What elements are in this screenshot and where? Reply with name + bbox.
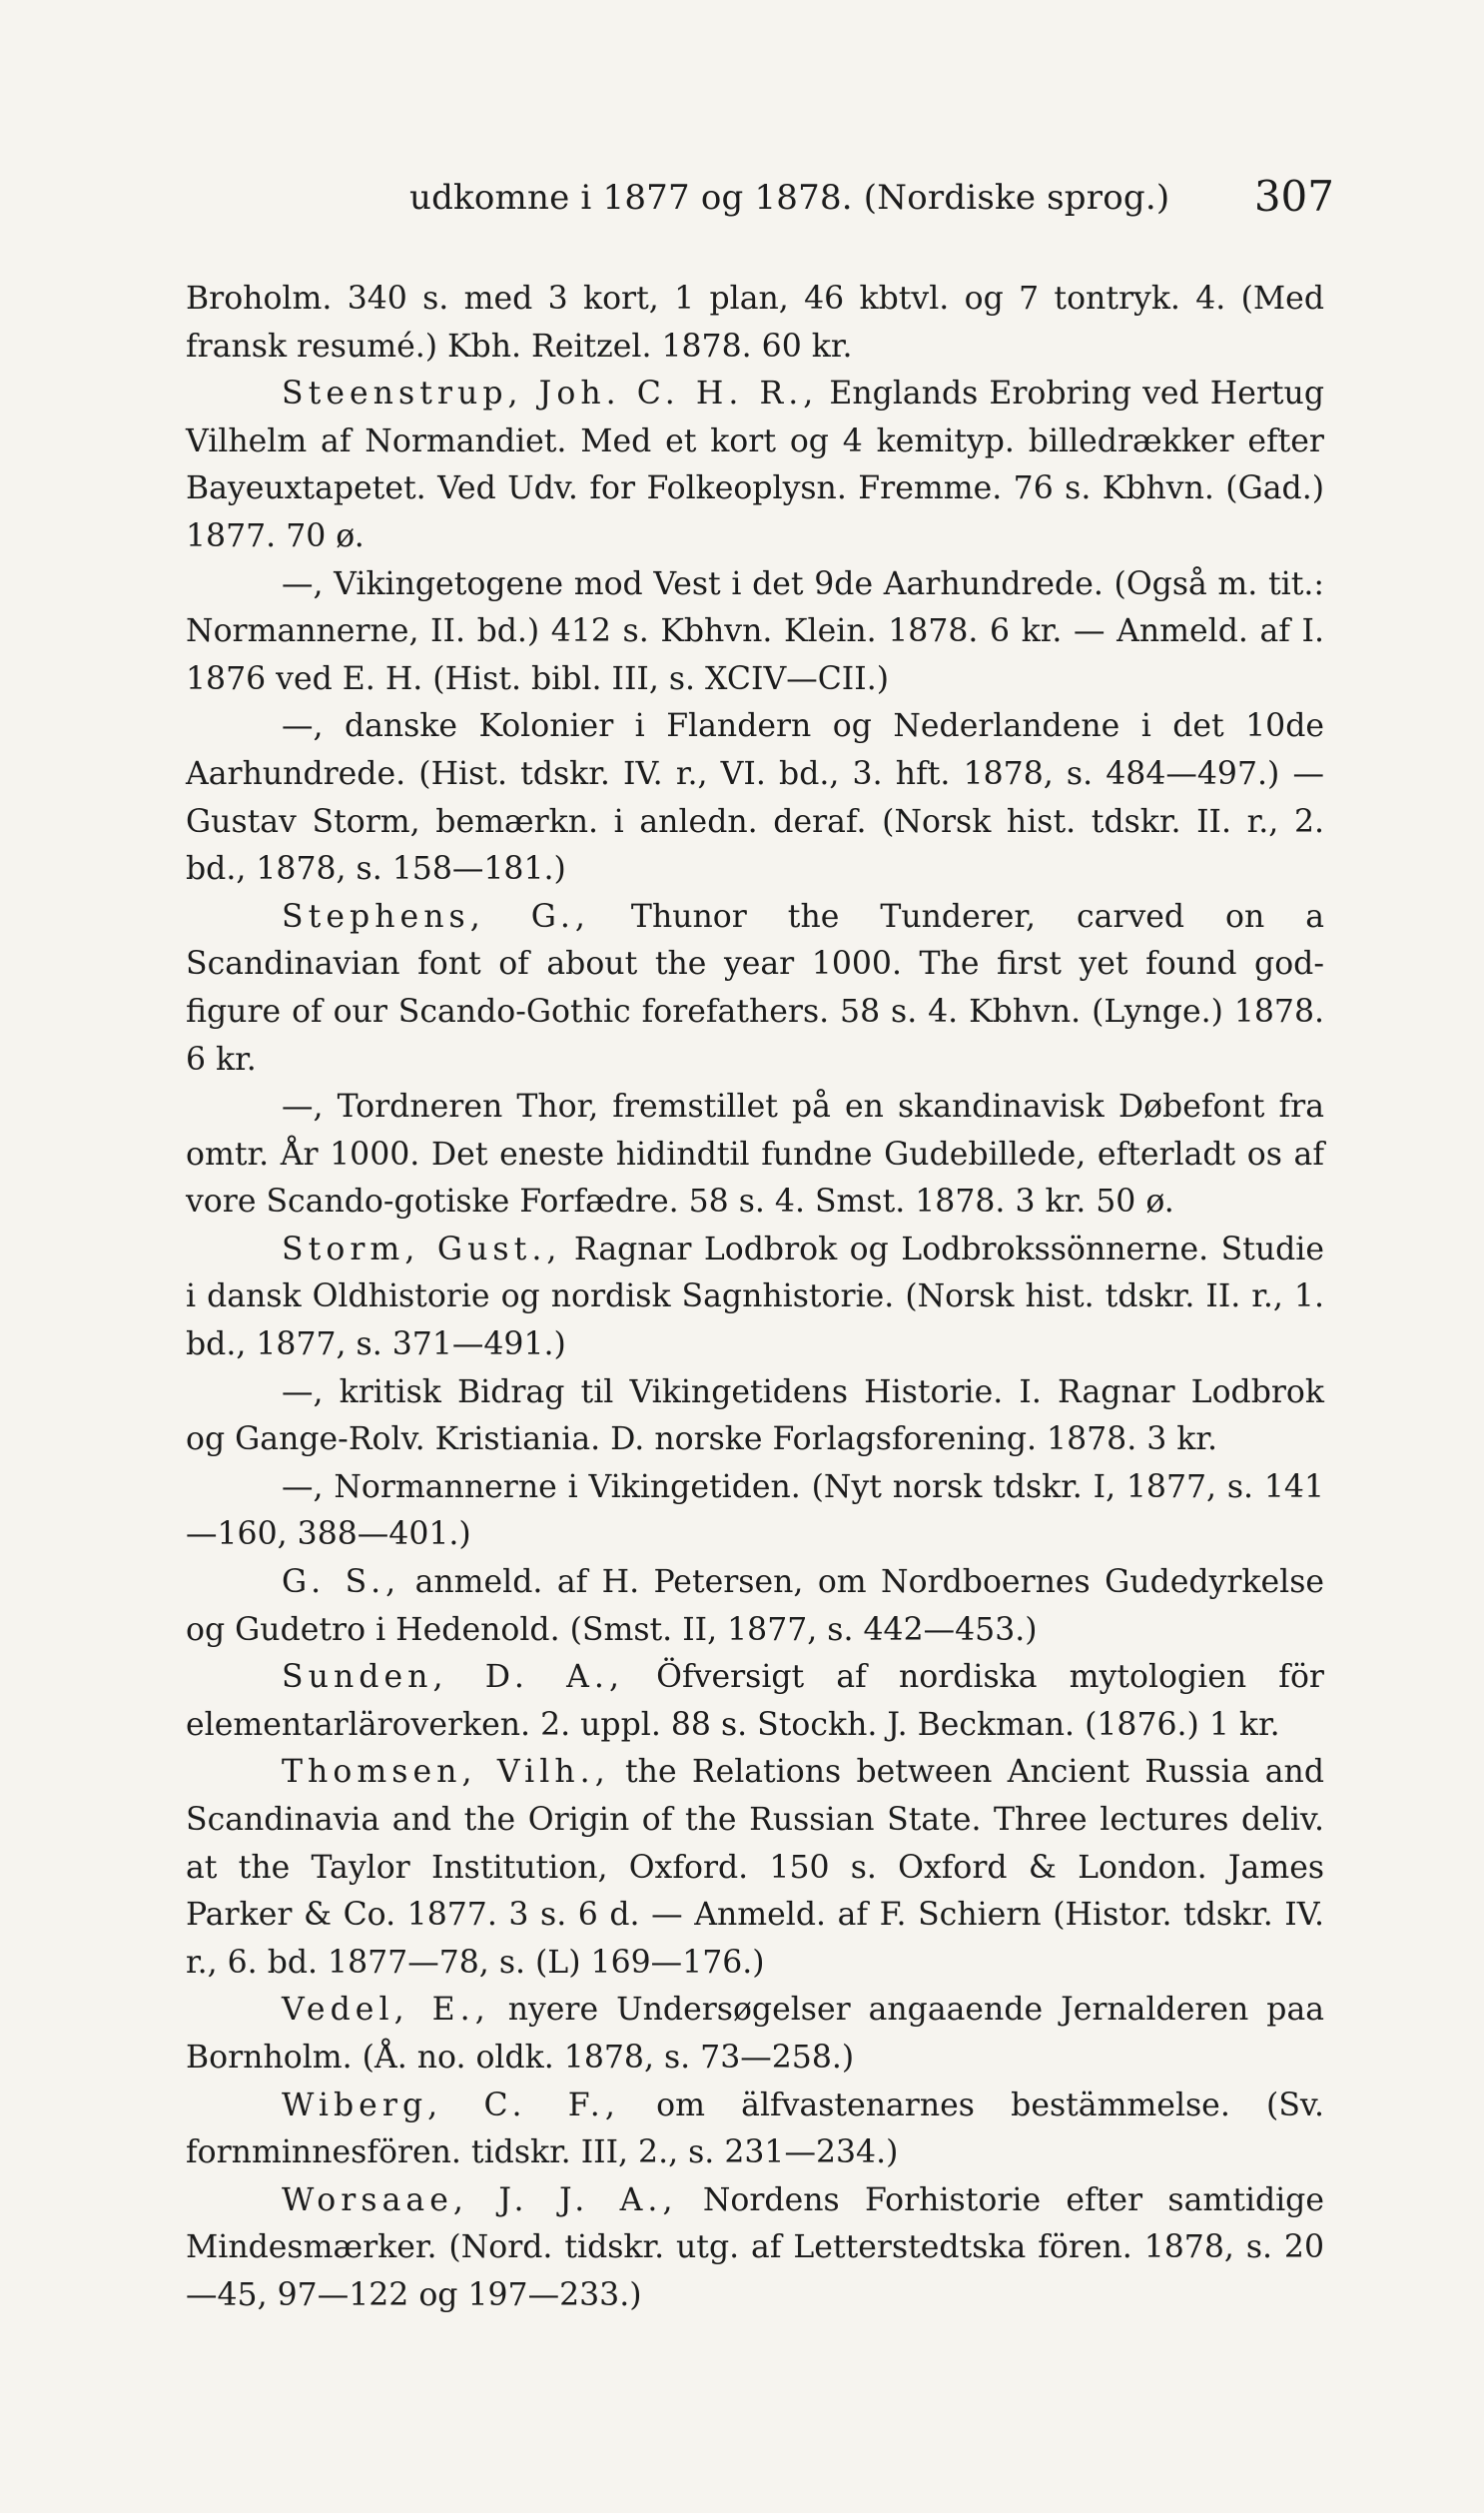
bibliography-entry (186, 276, 1324, 371)
entry-text: Öfversigt af nordiska mytologien för elementarläroverken. 2. uppl. 88 s. Stockh. J. Beckman. (1876.) 1 kr. (186, 1659, 1324, 1743)
entry-author: Storm, Gust., (282, 1231, 562, 1267)
bibliography-entry (186, 894, 1324, 1084)
bibliography-entry (186, 1369, 1324, 1464)
bibliography-entry (186, 1464, 1324, 1559)
page-header (200, 172, 1334, 232)
bibliography-entry (186, 2083, 1324, 2177)
bibliography-list (186, 276, 1324, 2320)
entry-text: —, Normannerne i Vikingetiden. (Nyt norsk tdskr. I, 1877, s. 141—160, 388—401.) (186, 1468, 1324, 1553)
bibliography-entry (186, 1749, 1324, 1987)
entry-text: Broholm. 340 s. med 3 kort, 1 plan, 46 kbtvl. og 7 tontryk. 4. (Med fransk resumé.) Kbh. Reitzel. 1878. 60 kr. (186, 281, 1324, 365)
bibliography-entry (186, 371, 1324, 560)
bibliography-entry (186, 1654, 1324, 1749)
entry-author: Stephens, G., (282, 898, 590, 935)
entry-text: —, Tordneren Thor, fremstillet på en skandinavisk Døbefont fra omtr. År 1000. Det eneste hidindtil fundne Gudebillede, efterladt os af vore Scando-gotiske Forfædre. 58 s. 4. Smst. 1878. 3 kr. 50 ø. (186, 1089, 1324, 1221)
entry-text: Englands Erobring ved Hertug Vilhelm af Normandiet. Med et kort og 4 kemityp. billedrækker efter Bayeuxtapetet. Ved Udv. for Folkeoplysn. Fremme. 76 s. Kbhvn. (Gad.) 1877. 70 ø. (186, 376, 1324, 554)
entry-text: —, Vikingetogene mod Vest i det 9de Aarhundrede. (Også m. tit.: Normannerne, II. bd.) 412 s. Kbhvn. Klein. 1878. 6 kr. — Anmeld. af I. 1876 ved E. H. (Hist. bibl. III, s. XCIV—CII.) (186, 565, 1324, 697)
entry-text: —, kritisk Bidrag til Vikingetidens Historie. I. Ragnar Lodbrok og Gange-Rolv. Kristiania. D. norske Forlagsforening. 1878. 3 kr. (186, 1373, 1324, 1458)
entry-text: om älfvastenarnes bestämmelse. (Sv. fornminnesfören. tidskr. III, 2., s. 231—234.) (186, 2087, 1324, 2171)
bibliography-entry (186, 703, 1324, 893)
entry-text: anmeld. af H. Petersen, om Nordboernes Gudedyrkelse og Gudetro i Hedenold. (Smst. II, 1877, s. 442—453.) (186, 1564, 1325, 1648)
entry-text: Ragnar Lodbrok og Lodbrokssönnerne. Studie i dansk Oldhistorie og nordisk Sagnhistorie. (Norsk hist. tdskr. II. r., 1. bd., 1877, s. 371—491.) (186, 1231, 1324, 1363)
entry-author: Steenstrup, Joh. C. H. R., (282, 376, 819, 413)
bibliography-entry (186, 1084, 1324, 1227)
entry-author: Sunden, D. A., (282, 1659, 625, 1696)
running-title: udkomne i 1877 og 1878. (Nordiske sprog.) (409, 178, 1170, 218)
entry-author: G. S., (282, 1564, 401, 1601)
bibliography-entry (186, 1227, 1324, 1369)
entry-text: —, danske Kolonier i Flandern og Nederlandene i det 10de Aarhundrede. (Hist. tdskr. IV. r., VI. bd., 3. hft. 1878, s. 484—497.) — Gustav Storm, bemærkn. i anledn. deraf. (Norsk hist. tdskr. II. r., 2. bd., 1878, s. 158—181.) (186, 708, 1324, 888)
bibliography-entry (186, 2177, 1324, 2320)
bibliography-entry (186, 1987, 1324, 2082)
bibliography-entry (186, 1559, 1324, 1654)
entry-text: the Relations between Ancient Russia and Scandinavia and the Origin of the Russian State. Three lectures deliv. at the Taylor Institution, Oxford. 150 s. Oxford & London. James Parker & Co. 1877. 3 s. 6 d. — Anmeld. af F. Schiern (Histor. tdskr. IV. r., 6. bd. 1877—78, s. (L) 169—176.) (186, 1754, 1324, 1981)
entry-author: Thomsen, Vilh., (282, 1754, 610, 1791)
entry-text: nyere Undersøgelser angaaende Jernalderen paa Bornholm. (Å. no. oldk. 1878, s. 73—258.) (186, 1992, 1325, 2076)
bibliography-entry (186, 561, 1324, 704)
entry-text: Thunor the Tunderer, carved on a Scandinavian font of about the year 1000. The first yet found god-figure of our Scando-Gothic forefathers. 58 s. 4. Kbhvn. (Lynge.) 1878. 6 kr. (186, 898, 1324, 1078)
page-number: 307 (1253, 172, 1334, 221)
entry-author: Wiberg, C. F., (282, 2087, 620, 2123)
entry-text: Nordens Forhistorie efter samtidige Mindesmærker. (Nord. tidskr. utg. af Letterstedtska fören. 1878, s. 20—45, 97—122 og 197—233.) (186, 2181, 1324, 2313)
entry-author: Worsaae, J. J. A., (282, 2181, 678, 2218)
entry-author: Vedel, E., (282, 1992, 490, 2029)
